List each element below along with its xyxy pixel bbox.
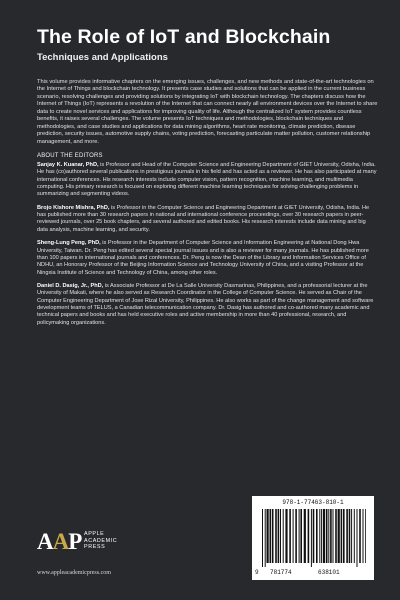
- publisher-name-line: APPLE: [84, 531, 105, 537]
- barcode-bar: [300, 509, 302, 563]
- aap-logo-icon: [37, 529, 81, 555]
- publisher-website: www.appleacademicpress.com: [37, 570, 111, 576]
- barcode-bar: [354, 509, 355, 563]
- aap-logo-mark: AAP: [37, 529, 82, 554]
- barcode-bar: [270, 509, 272, 563]
- editor-bio: [37, 205, 378, 234]
- barcode-bar: [349, 509, 351, 563]
- barcode-bar: [346, 509, 348, 563]
- barcode-bar: [308, 509, 310, 563]
- barcode-bar: [365, 509, 366, 563]
- barcode-icon: [262, 509, 366, 567]
- barcode-bar: [326, 509, 328, 563]
- publisher-logo: [37, 529, 167, 569]
- barcode-bar: [341, 509, 343, 563]
- barcode-bar: [333, 509, 334, 563]
- editor-bio-text: is Professor and Head of the Computer Science and Engineering Department of GIET University, Odisha, India. He has (co)authored several publications in prestigious journals in his field and has acted as a reviewer. He has also participated at many international conferences. His research interests include computer vision, pattern recognition, machine learning, and multimedia computing. His primary research is focused on exploring different machine learning techniques for solving challenging problems in summarizing and segmenting videos.: [37, 162, 377, 198]
- barcode-bar: [304, 509, 306, 563]
- editor-bio: [37, 240, 378, 277]
- editor-name: Sheng-Lung Peng, PhD,: [37, 240, 101, 247]
- publisher-name-line: ACADEMIC: [84, 537, 118, 544]
- about-editors-heading: ABOUT THE EDITORS: [37, 153, 103, 160]
- editor-name: Brojo Kishore Mishra, PhD,: [37, 204, 110, 211]
- barcode-bar: [285, 509, 287, 563]
- barcode-bar: [313, 509, 315, 563]
- editor-bio-text: is Professor in the Department of Computer Science and Information Engineering at National Dong Hwa University, Taiwan. Dr. Peng has edited several special journal issues and is also a reviewer for many journals. He has published more than 100 papers in international journals and conferences. Dr. Peng is now the Dean of the Library and Information Services Office of NDHU, an Honorary Professor of the Beijing Information Science and Technology University of China, and a visiting Professor at the Ningxia Institute of Science and Technology of China, among other roles.: [37, 240, 369, 276]
- publisher-name: [84, 531, 117, 551]
- barcode-bar: [335, 509, 337, 563]
- barcode-bar: [323, 509, 325, 563]
- barcode-bar: [278, 509, 280, 563]
- editor-bio-text: is Professor in the Computer Science and Engineering Department at GIET University, Odisha, India. He has published more than 30 research papers in national and international conference proceedings, over 30 research papers in peer-reviewed journals, over 25 book chapters, and several authored and edited books. His research interests include data mining and big data analysis, machine learning, and security.: [37, 204, 370, 233]
- barcode-bar: [357, 509, 358, 567]
- barcode-bar: [359, 509, 361, 563]
- barcode-bar: [316, 509, 318, 563]
- barcode-bar: [351, 509, 352, 563]
- barcode-bar: [267, 509, 269, 563]
- barcode-bar: [319, 509, 320, 563]
- publisher-name-line: PRESS: [84, 544, 106, 551]
- barcode-bar: [265, 509, 266, 567]
- barcode-digits-left: 781774: [270, 569, 292, 576]
- barcode-bar: [262, 509, 263, 567]
- barcode-digits-right: 638101: [318, 569, 340, 576]
- book-title: The Role of IoT and Blockchain: [37, 26, 331, 48]
- barcode-bar: [280, 509, 281, 563]
- editor-bio: [37, 162, 378, 199]
- barcode-bar: [293, 509, 294, 563]
- isbn-barcode: [252, 496, 374, 580]
- barcode-bar: [321, 509, 322, 563]
- barcode-bar: [338, 509, 340, 563]
- barcode-bar: [343, 509, 345, 563]
- editor-bio-text: is Associate Professor at De La Salle University Dasmarinas, Philippines, and a professorial lecturer at the University of Makati, where he also served as Research Coordinator in the College of Computer Science. He served as Chair of the Computer Engineering Department of Jose Rizal University, Philippines. He also works as part of the change management and software development teams of TELUS, a Canadian telecommunication company. Dr. Dasig has authored and co-authored many academic and technical papers and books and has held executive roles and active membership in more than 40 professional, research, and policymaking organizations.: [37, 282, 374, 326]
- barcode-bar: [275, 509, 277, 563]
- barcode-digit-first: 9: [255, 569, 259, 576]
- barcode-bar: [283, 509, 284, 563]
- editor-bio: [37, 283, 378, 327]
- editor-name: Daniel D. Dasig, Jr., PhD,: [37, 282, 104, 289]
- barcode-bar: [272, 509, 274, 563]
- barcode-bar: [330, 509, 332, 563]
- barcode-bar: [363, 509, 364, 563]
- book-subtitle: Techniques and Applications: [37, 52, 168, 63]
- barcode-bar: [328, 509, 329, 563]
- barcode-bar: [289, 509, 291, 563]
- barcode-bar: [295, 509, 297, 563]
- editor-name: Sanjay K. Kuanar, PhD,: [37, 162, 99, 169]
- isbn-number: 978-1-77463-810-1: [282, 499, 344, 506]
- barcode-bar: [311, 509, 312, 567]
- barcode-bar: [299, 509, 300, 563]
- book-description: This volume provides informative chapters on the emerging issues, challenges, and new methods and state-of-the-art technologies on the Internet of Things and blockchain technology. It presents case studies and solutions that can be applied in the current business scenario, resolving challenges and providing solutions by integrating IoT with blockchain technology. The chapters discuss how the Internet of Things (IoT) represents a revolution of the Internet that can connect nearly all environment devices over the Internet to share data to create novel services and applications for improving quality of life. Although the centralized IoT system provides countless benefits, it raises several challenges. The volume presents IoT techniques and methodologies, blockchain techniques and methodologies, and case studies and applications for data mining algorithms, heart rate monitoring, climate prediction, disease prediction, security issues, automotive supply chains, voting prediction, forecasting particulate matter pollution, customer relationship management, and more.: [37, 79, 378, 145]
